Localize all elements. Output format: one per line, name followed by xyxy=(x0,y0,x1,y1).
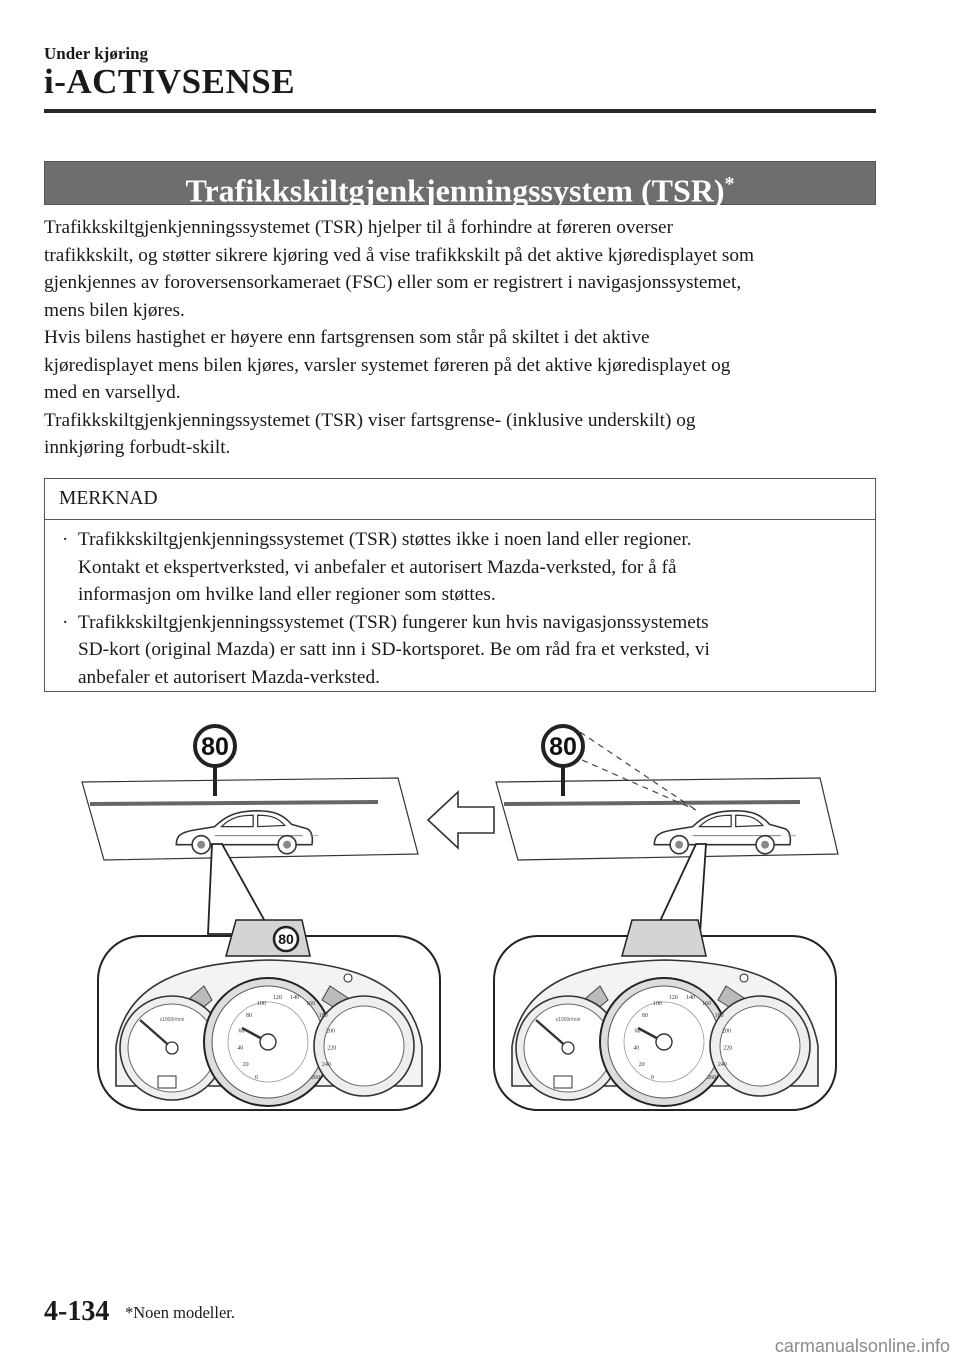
tachometer-label: x1000r/min xyxy=(159,1017,185,1023)
body-line: med en varsellyd. xyxy=(44,382,181,403)
speed-tick-label: 180 xyxy=(714,1012,724,1019)
tsr-illustration xyxy=(60,712,880,1124)
body-line: trafikkskilt, og støtter sikrere kjøring ved å vise trafikkskilt på det aktive kjøredisplayet som xyxy=(44,244,755,266)
speed-tick-label: 0 xyxy=(254,1075,258,1082)
note-line: anbefaler et autorisert Mazda-verksted. xyxy=(78,666,380,688)
active-display-sign xyxy=(274,927,298,951)
sign-value-text: 80 xyxy=(201,733,229,761)
instrument-cluster-right xyxy=(494,920,836,1110)
speed-tick-label: 140 xyxy=(290,994,300,1001)
speed-tick-label: 100 xyxy=(652,1001,662,1008)
speed-tick-label: 60 xyxy=(634,1028,641,1035)
speed-tick-label: 0 xyxy=(650,1075,654,1082)
speed-tick-label: 200 xyxy=(722,1028,731,1035)
speed-tick-label: 40 xyxy=(237,1045,244,1052)
speed-tick-label: 80 xyxy=(245,1012,252,1019)
speed-tick-label: 60 xyxy=(238,1028,245,1035)
speed-tick-label: 260 xyxy=(707,1075,717,1082)
speed-tick-label: 120 xyxy=(668,994,678,1001)
speed-tick-label: 140 xyxy=(686,994,696,1001)
speed-tick-label: 20 xyxy=(242,1061,249,1068)
note-list xyxy=(45,520,875,691)
speed-tick-label: 100 xyxy=(256,1001,266,1008)
body-line: kjøredisplayet mens bilen kjøres, varsler systemet føreren på det aktive kjøredisplayet og xyxy=(44,354,731,376)
note-item xyxy=(45,609,875,692)
speed-tick-label: 160 xyxy=(702,1001,712,1008)
body-line: Trafikkskiltgjenkjenningssystemet (TSR) hjelper til å forhindre at føreren overser xyxy=(44,217,673,238)
speed-tick-label: 20 xyxy=(638,1061,645,1068)
road-marking-right xyxy=(504,802,800,804)
tachometer-label: x1000r/min xyxy=(555,1017,581,1023)
note-item xyxy=(45,526,875,609)
body-line: innkjøring forbudt-skilt. xyxy=(44,437,231,458)
note-line: Trafikkskiltgjenkjenningssystemet (TSR) støttes ikke i noen land eller regioner. xyxy=(78,529,692,550)
section-heading xyxy=(44,161,876,209)
note-line: informasjon om hvilke land eller regioner som støttes. xyxy=(78,584,496,605)
body-line: gjenkjennes av foroversensorkameraet (FSC) eller som er registrert i navigasjonssystemet, xyxy=(44,272,742,293)
section-label: Under kjøring xyxy=(44,44,149,63)
bullet-glyph: · xyxy=(62,529,69,550)
footnote: *Noen modeller. xyxy=(125,1303,235,1322)
speed-tick-label: 220 xyxy=(327,1045,337,1052)
speed-tick-label: 120 xyxy=(272,994,282,1001)
chapter-divider xyxy=(44,109,876,113)
speed-tick-label: 180 xyxy=(318,1012,328,1019)
body-line: mens bilen kjøres. xyxy=(44,299,185,321)
sign-value-text: 80 xyxy=(549,733,577,761)
note-line: SD-kort (original Mazda) er satt inn i SD-kortsporet. Be om råd fra et verksted, vi xyxy=(78,639,710,660)
bullet-glyph: · xyxy=(62,611,69,633)
speed-tick-label: 240 xyxy=(717,1061,727,1068)
section-heading-text: Trafikkskiltgjenkjenningssystem (TSR) xyxy=(185,172,725,209)
note-title: MERKNAD xyxy=(45,479,875,520)
note-line: Trafikkskiltgjenkjenningssystemet (TSR) fungerer kun hvis navigasjonssystemets xyxy=(78,611,709,633)
speed-tick-label: 240 xyxy=(321,1061,331,1068)
speed-tick-label: 260 xyxy=(311,1075,321,1082)
body-line: Hvis bilens hastighet er høyere enn fartsgrensen som står på skiltet i det aktive xyxy=(44,327,650,348)
speed-tick-label: 160 xyxy=(306,1001,316,1008)
page-number: 4-134 xyxy=(44,1296,110,1327)
speed-tick-label: 220 xyxy=(723,1045,733,1052)
speed-tick-label: 80 xyxy=(641,1012,648,1019)
speed-tick-label: 200 xyxy=(326,1028,335,1035)
watermark: carmanualsonline.info xyxy=(774,1336,950,1356)
speed-tick-label: 40 xyxy=(633,1045,640,1052)
road-marking-left xyxy=(90,802,378,804)
note-line: Kontakt et ekspertverksted, vi anbefaler et autorisert Mazda-verksted, for å få xyxy=(78,556,677,578)
note-box xyxy=(44,478,876,692)
display-sign-value: 80 xyxy=(278,931,294,947)
model-availability-marker: * xyxy=(724,173,735,195)
body-line: Trafikkskiltgjenkjenningssystemet (TSR) viser fartsgrense- (inklusive underskilt) og xyxy=(44,409,696,431)
arrow-left-icon xyxy=(428,792,494,848)
chapter-title: i-ACTIVSENSE xyxy=(44,62,296,101)
instrument-cluster-left xyxy=(98,920,440,1110)
intro-text xyxy=(44,214,884,462)
